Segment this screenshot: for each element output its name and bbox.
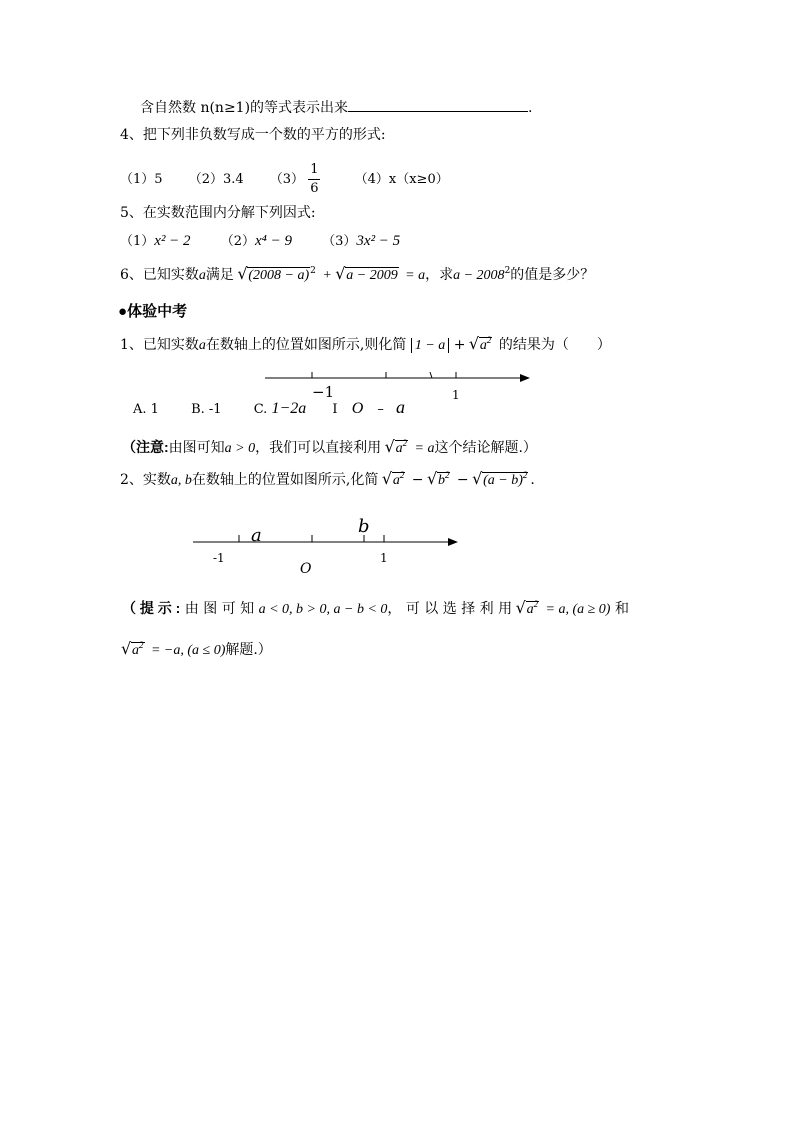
p2-tail: . xyxy=(530,472,535,488)
p2-rad3-content: (a − b) xyxy=(483,473,523,488)
hint-line-2 xyxy=(122,640,272,661)
q5-item-2-label: （2） xyxy=(220,234,255,249)
hint-and: 和 xyxy=(614,601,629,617)
label-origin: O xyxy=(300,561,312,577)
p1-mid: 在数轴上的位置如图所示,则化简 xyxy=(205,337,407,353)
q4-item-3: （3） xyxy=(269,172,305,187)
p2-vars: a, b xyxy=(170,473,192,488)
q6-plus: + xyxy=(322,268,332,283)
label-1: 1 xyxy=(380,551,388,565)
q6-mid: 满足 xyxy=(205,267,234,283)
q6-prefix: 6、已知实数 xyxy=(120,267,199,283)
hint-text-1: 由 图 可 知 xyxy=(180,601,259,617)
fraction-denominator: 6 xyxy=(310,181,319,196)
label-neg1: -1 xyxy=(213,551,225,565)
option-d-dash: – xyxy=(377,402,384,417)
p1-abs: 1 − a xyxy=(411,338,449,353)
hint-condition: a < 0, b > 0, a − b < 0 xyxy=(258,602,388,617)
label-neg1: −1 xyxy=(312,383,335,401)
hint-equation-2: = −a, (a ≤ 0) xyxy=(150,643,226,658)
p2-radical-1: √ $a^2$ xyxy=(383,470,406,491)
option-c-label: C. xyxy=(253,402,268,417)
p2-radical-3: √ $(a - b)^2$ xyxy=(473,470,528,491)
option-b: B. -1 xyxy=(191,402,222,417)
note-condition: a > 0 xyxy=(224,441,256,456)
note-text-3: 这个结论解题.） xyxy=(434,440,537,456)
label-b: b xyxy=(358,516,370,537)
hint-rad2-content: a xyxy=(132,643,139,658)
q5-item-2-expr: x⁴ − 9 xyxy=(254,233,292,249)
question-6: 6、已知实数a满足 √ $(2008 - a)^2$ + √ a − 2009 = a，求$a - 2008^2$的值是多少？ xyxy=(120,265,594,286)
hint-radical-1: √ $a^2$ xyxy=(517,599,540,620)
option-c-expr: 1−2a xyxy=(271,400,307,417)
p2-prefix: 2、实数 xyxy=(120,472,171,488)
p2-rad1-content: a xyxy=(392,473,400,488)
fraction-numerator: 1 xyxy=(308,161,320,180)
section-bullet: ● xyxy=(118,303,128,320)
p2-mid: 在数轴上的位置如图所示,化简 xyxy=(191,472,379,488)
hint-label: （ 提 示 : xyxy=(122,600,181,616)
p2-minus-2: − xyxy=(456,472,469,488)
note-text-2: ，我们可以直接利用 xyxy=(255,440,382,456)
hint-radical-2: √ $a^2$ xyxy=(122,640,145,661)
hint-rad1-content: a xyxy=(526,602,534,617)
note-radical: √ $a^2$ xyxy=(386,438,409,459)
note-text-1: 由图可知 xyxy=(168,440,225,456)
q4-item-1: （1）5 xyxy=(120,172,163,187)
option-d-label: I xyxy=(332,402,338,417)
q6-expr: a − 2008 xyxy=(453,268,505,283)
q6-var: a xyxy=(198,268,206,283)
hint-text-2: ， 可 以 选 择 利 用 xyxy=(387,601,517,617)
question-3-period: . xyxy=(528,100,533,116)
q6-equals: = a xyxy=(405,268,426,283)
p1-prefix: 1、已知实数 xyxy=(120,337,199,353)
p2-minus-1: − xyxy=(411,472,424,488)
p1-plus: + xyxy=(453,337,466,353)
q6-rad1-content: (2008 − a) xyxy=(248,268,310,283)
note-label: （注意: xyxy=(122,439,169,455)
axis-arrow xyxy=(448,538,458,546)
p1-var: a xyxy=(198,338,206,353)
q5-item-1-label: （1） xyxy=(120,234,155,249)
option-d-a: a xyxy=(396,397,406,417)
hint-tail: 解题.） xyxy=(225,642,272,658)
p1-radical: √ $a^2$ xyxy=(470,335,493,356)
p2-rad2-content: b xyxy=(437,473,445,488)
note-rad-content: a xyxy=(395,441,403,456)
hint-line-1 xyxy=(122,598,629,620)
q5-item-3-label: （3） xyxy=(322,234,357,249)
q4-item-2: （2）3.4 xyxy=(188,172,244,187)
section-title: 体验中考 xyxy=(127,303,188,320)
hint-equation-1: = a, (a ≥ 0) xyxy=(545,602,611,617)
label-1: 1 xyxy=(452,388,460,402)
option-d-o: O xyxy=(351,400,364,417)
q6-radical-1: √ $(2008 - a)^2$ xyxy=(238,265,316,286)
q6-tail: 的值是多少？ xyxy=(510,267,595,283)
question-4-title: 4、把下列非负数写成一个数的平方的形式: xyxy=(120,127,386,143)
q4-item-4: （4）x（x≥0） xyxy=(354,172,449,187)
q6-ask: ，求 xyxy=(425,267,454,283)
q5-item-3-expr: 3x² − 5 xyxy=(356,233,401,249)
p1-tail: 的结果为（ ） xyxy=(498,337,611,353)
q5-item-1-expr: x² − 2 xyxy=(154,233,191,249)
question-5-title: 5、在实数范围内分解下列因式: xyxy=(120,205,316,221)
note-equals: = a xyxy=(414,441,435,456)
p1-rad-content: a xyxy=(479,338,487,353)
q6-rad2-content: a − 2009 xyxy=(346,268,398,283)
question-3-text: 含自然数 n(n≥1)的等式表示出来 xyxy=(140,100,349,116)
p2-radical-2: √ $b^2$ xyxy=(428,470,451,491)
option-a: A. 1 xyxy=(133,402,159,417)
label-a: a xyxy=(251,525,262,546)
